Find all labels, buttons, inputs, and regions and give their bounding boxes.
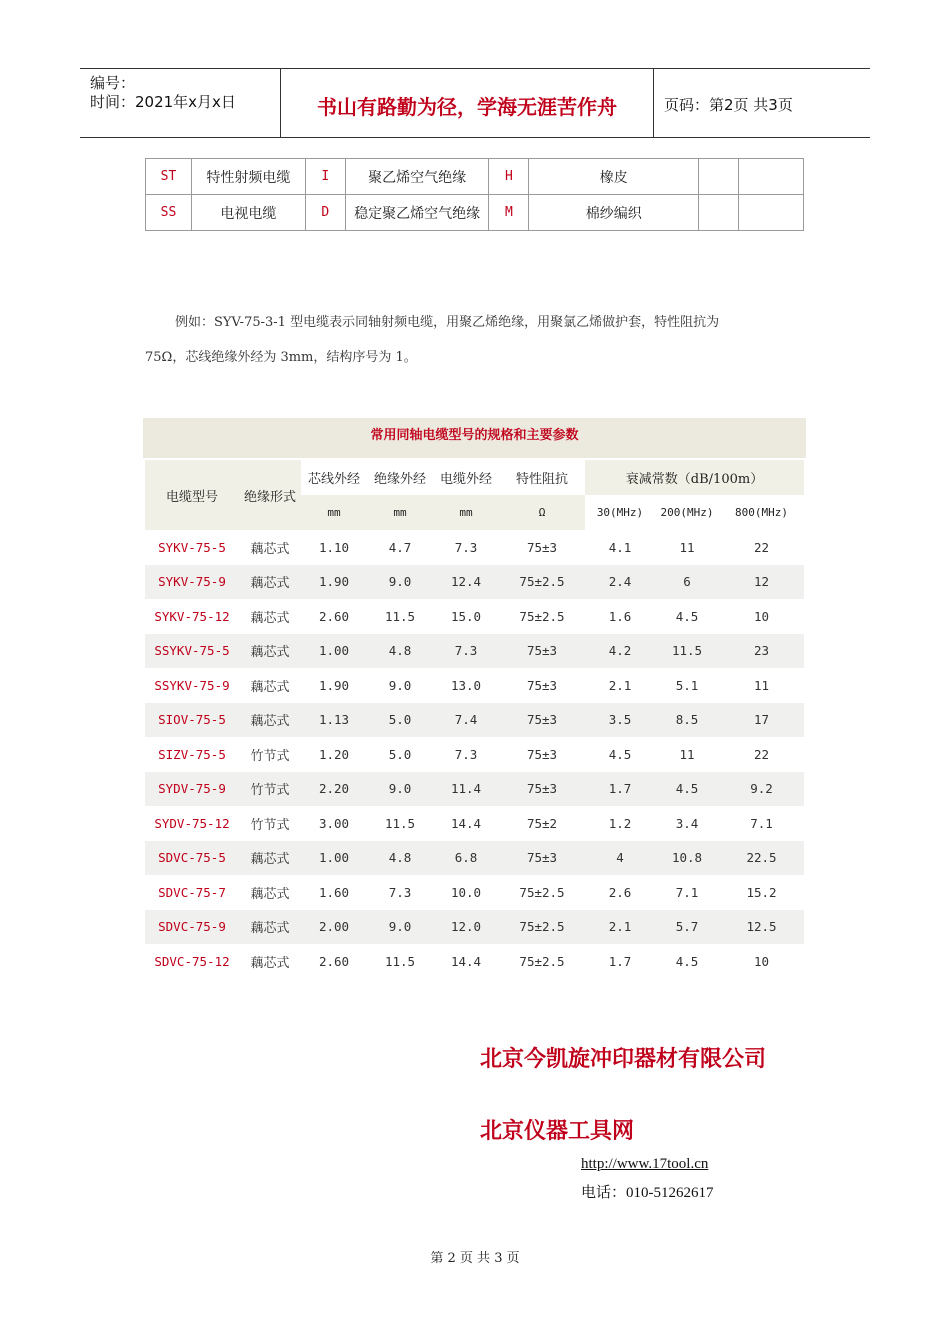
code-table-row	[146, 159, 804, 195]
header-page-cell	[654, 69, 870, 137]
code-cell-empty	[699, 159, 739, 195]
table-row	[145, 565, 804, 600]
cell-core-od: 1.00	[301, 841, 367, 876]
cell-model: SYDV-75-12	[154, 815, 230, 831]
cell-core-od: 3.00	[318, 815, 350, 831]
cell-att-200: 7.1	[675, 884, 699, 900]
cell-model: SDVC-75-7	[158, 884, 226, 900]
page-footer: 第 2 页 共 3 页	[430, 1251, 520, 1266]
table-row	[145, 841, 804, 876]
cell-ins-od: 7.3	[388, 884, 412, 900]
cell-att-30: 2.1	[608, 677, 632, 693]
cell-att-30: 4.1	[608, 539, 632, 555]
cell-model: SDVC-75-5	[145, 841, 239, 876]
code-meaning-cell: 特性射频电缆	[191, 159, 305, 195]
cell-ins-od: 4.8	[367, 841, 433, 876]
cell-impedance: 75±2.5	[499, 910, 585, 945]
cell-insulation: 藕芯式	[250, 886, 290, 902]
header-motto-cell	[281, 69, 654, 137]
code-cell-empty	[739, 195, 804, 231]
code-table-row	[146, 195, 804, 231]
cell-att-200: 10.8	[655, 841, 719, 876]
cell-ins-od: 4.8	[367, 634, 433, 669]
cell-att-800: 9.2	[719, 772, 804, 807]
cell-model: SYKV-75-12	[154, 608, 230, 624]
code-cell: M	[489, 195, 529, 231]
cell-core-od: 2.00	[301, 910, 367, 945]
cell-cable-od: 7.3	[433, 634, 499, 669]
cell-ins-od: 5.0	[388, 746, 412, 762]
cell-model: SIOV-75-5	[145, 703, 239, 738]
code-cell: I	[305, 159, 345, 195]
cell-att-30: 4.2	[585, 634, 655, 669]
cell-ins-od: 9.0	[367, 565, 433, 600]
cell-insulation: 竹节式	[250, 748, 290, 764]
cell-ins-od: 11.5	[384, 815, 416, 831]
cell-core-od: 1.60	[318, 884, 350, 900]
cell-cable-od: 11.4	[433, 772, 499, 807]
cell-insulation: 藕芯式	[250, 541, 290, 557]
unit-ins-od: mm	[367, 495, 433, 530]
cell-model: SDVC-75-9	[145, 910, 239, 945]
cell-impedance: 75±3	[526, 539, 558, 555]
code-cell-empty	[739, 159, 804, 195]
header-insulation: 绝缘形式	[239, 460, 301, 530]
unit-200mhz: 200(MHz)	[655, 495, 719, 530]
cell-att-800: 22	[753, 746, 770, 762]
table-row	[145, 599, 804, 634]
table-row	[145, 737, 804, 772]
cell-att-30: 2.4	[585, 565, 655, 600]
cell-att-200: 11	[679, 539, 695, 555]
cell-att-200: 4.5	[675, 608, 699, 624]
cell-cable-od: 13.0	[450, 677, 482, 693]
cell-impedance: 75±2	[526, 815, 558, 831]
cell-core-od: 1.20	[318, 746, 350, 762]
cell-att-30: 1.7	[608, 953, 632, 969]
code-meaning-cell: 橡皮	[529, 159, 699, 195]
code-cell: H	[489, 159, 529, 195]
code-cell-empty	[699, 195, 739, 231]
cell-core-od: 1.00	[301, 634, 367, 669]
cell-model: SSYKV-75-5	[145, 634, 239, 669]
cell-cable-od: 6.8	[433, 841, 499, 876]
table-row	[145, 944, 804, 979]
code-cell: SS	[146, 195, 192, 231]
cell-att-200: 11.5	[655, 634, 719, 669]
params-table-title: 常用同轴电缆型号的规格和主要参数	[143, 418, 806, 458]
header-attenuation: 衰减常数（dB/100m）	[585, 460, 804, 495]
cell-ins-od: 5.0	[367, 703, 433, 738]
params-body	[145, 530, 804, 979]
cell-insulation: 藕芯式	[250, 610, 290, 626]
cell-cable-od: 10.0	[450, 884, 482, 900]
cell-impedance: 75±3	[526, 746, 558, 762]
cell-ins-od: 4.7	[388, 539, 412, 555]
cell-model: SSYKV-75-9	[154, 677, 230, 693]
website-link[interactable]: http://www.17tool.cn	[581, 1156, 709, 1172]
cell-model: SYKV-75-9	[145, 565, 239, 600]
code-meaning-cell: 稳定聚乙烯空气绝缘	[345, 195, 489, 231]
cell-cable-od: 14.4	[450, 815, 482, 831]
cell-att-200: 6	[655, 565, 719, 600]
cell-impedance: 75±2.5	[519, 608, 565, 624]
cell-impedance: 75±3	[499, 772, 585, 807]
cell-model: SYDV-75-9	[145, 772, 239, 807]
cell-insulation: 藕芯式	[239, 565, 301, 600]
params-header-row	[145, 460, 804, 495]
cell-att-800: 12	[719, 565, 804, 600]
cell-att-800: 10	[753, 608, 770, 624]
cell-att-200: 4.5	[655, 772, 719, 807]
cell-att-30: 3.5	[585, 703, 655, 738]
cell-att-800: 22	[753, 539, 770, 555]
company-name-1: 北京今凯旋冲印器材有限公司	[480, 1047, 767, 1072]
cell-insulation: 藕芯式	[239, 841, 301, 876]
cell-att-800: 15.2	[746, 884, 777, 900]
cell-att-30: 1.2	[608, 815, 632, 831]
code-cell: D	[305, 195, 345, 231]
header-core-od: 芯线外经	[301, 460, 367, 495]
header-impedance: 特性阻抗	[499, 460, 585, 495]
cell-att-30: 2.6	[608, 884, 632, 900]
cell-att-800: 17	[719, 703, 804, 738]
cell-att-200: 3.4	[675, 815, 699, 831]
unit-cable-od: mm	[433, 495, 499, 530]
table-row	[145, 634, 804, 669]
table-row	[145, 703, 804, 738]
cell-att-800: 12.5	[719, 910, 804, 945]
cell-att-800: 10	[753, 953, 770, 969]
cell-att-30: 1.7	[585, 772, 655, 807]
cell-core-od: 2.60	[318, 953, 350, 969]
cell-att-200: 5.1	[675, 677, 699, 693]
cell-model: SIZV-75-5	[158, 746, 226, 762]
time-label: 时间：2021年x月x日	[90, 93, 236, 111]
cell-att-200: 4.5	[675, 953, 699, 969]
cell-insulation: 藕芯式	[250, 955, 290, 971]
cell-att-30: 4.5	[608, 746, 632, 762]
cell-impedance: 75±2.5	[519, 953, 565, 969]
cell-insulation: 竹节式	[250, 817, 290, 833]
code-meaning-cell: 电视电缆	[191, 195, 305, 231]
page-header	[80, 68, 870, 138]
phone-number: 电话：010-51262617	[581, 1185, 714, 1201]
cell-impedance: 75±3	[499, 703, 585, 738]
cell-att-30: 2.1	[585, 910, 655, 945]
cell-insulation: 竹节式	[239, 772, 301, 807]
cell-model: SDVC-75-12	[154, 953, 230, 969]
code-table	[145, 158, 804, 231]
params-table	[145, 460, 804, 979]
cell-ins-od: 11.5	[384, 953, 416, 969]
cell-att-30: 4	[585, 841, 655, 876]
cell-cable-od: 15.0	[450, 608, 482, 624]
number-label: 编号：	[90, 74, 136, 92]
cell-impedance: 75±2.5	[519, 884, 565, 900]
example-line-2: 75Ω，芯线绝缘外经为 3mm，结构序号为 1。	[145, 350, 417, 365]
unit-800mhz: 800(MHz)	[719, 495, 804, 530]
company-name-2: 北京仪器工具网	[480, 1119, 635, 1144]
cell-cable-od: 14.4	[450, 953, 482, 969]
table-row	[145, 530, 804, 565]
cell-cable-od: 7.4	[433, 703, 499, 738]
cell-att-200: 11	[679, 746, 695, 762]
table-row	[145, 875, 804, 910]
cell-cable-od: 7.3	[454, 539, 478, 555]
cell-ins-od: 9.0	[367, 910, 433, 945]
cell-insulation: 藕芯式	[239, 703, 301, 738]
code-cell: ST	[146, 159, 192, 195]
cell-cable-od: 12.0	[433, 910, 499, 945]
cell-core-od: 1.13	[301, 703, 367, 738]
cell-att-800: 23	[719, 634, 804, 669]
cell-core-od: 1.90	[318, 677, 350, 693]
unit-impedance: Ω	[499, 495, 585, 530]
cell-core-od: 1.10	[318, 539, 350, 555]
cell-ins-od: 9.0	[367, 772, 433, 807]
cell-att-200: 8.5	[655, 703, 719, 738]
cell-insulation: 藕芯式	[250, 679, 290, 695]
cell-impedance: 75±3	[526, 677, 558, 693]
code-meaning-cell: 聚乙烯空气绝缘	[345, 159, 489, 195]
cell-cable-od: 12.4	[433, 565, 499, 600]
cell-cable-od: 7.3	[454, 746, 478, 762]
cell-att-800: 11	[753, 677, 770, 693]
motto: 书山有路勤为径，学海无涯苦作舟	[317, 95, 617, 119]
cell-att-800: 22.5	[719, 841, 804, 876]
cell-core-od: 1.90	[301, 565, 367, 600]
cell-impedance: 75±3	[499, 841, 585, 876]
header-model: 电缆型号	[145, 460, 239, 530]
table-row	[145, 910, 804, 945]
cell-core-od: 2.60	[318, 608, 350, 624]
cell-att-200: 5.7	[655, 910, 719, 945]
page-label: 页码：第2页 共3页	[664, 96, 793, 114]
header-info-cell	[80, 69, 281, 137]
table-row	[145, 668, 804, 703]
example-line-1: 例如：SYV-75-3-1 型电缆表示同轴射频电缆，用聚乙烯绝缘，用聚氯乙烯做护套，特性阻抗为	[175, 315, 720, 330]
header-ins-od: 绝缘外经	[367, 460, 433, 495]
code-meaning-cell: 棉纱编织	[529, 195, 699, 231]
cell-att-30: 1.6	[608, 608, 632, 624]
header-cable-od: 电缆外经	[433, 460, 499, 495]
cell-ins-od: 11.5	[384, 608, 416, 624]
cell-ins-od: 9.0	[388, 677, 412, 693]
table-row	[145, 806, 804, 841]
cell-insulation: 藕芯式	[239, 910, 301, 945]
unit-core-od: mm	[301, 495, 367, 530]
table-row	[145, 772, 804, 807]
cell-model: SYKV-75-5	[158, 539, 226, 555]
cell-insulation: 藕芯式	[239, 634, 301, 669]
cell-impedance: 75±3	[499, 634, 585, 669]
cell-att-800: 7.1	[750, 815, 773, 831]
cell-impedance: 75±2.5	[499, 565, 585, 600]
cell-core-od: 2.20	[301, 772, 367, 807]
unit-30mhz: 30(MHz)	[585, 495, 655, 530]
